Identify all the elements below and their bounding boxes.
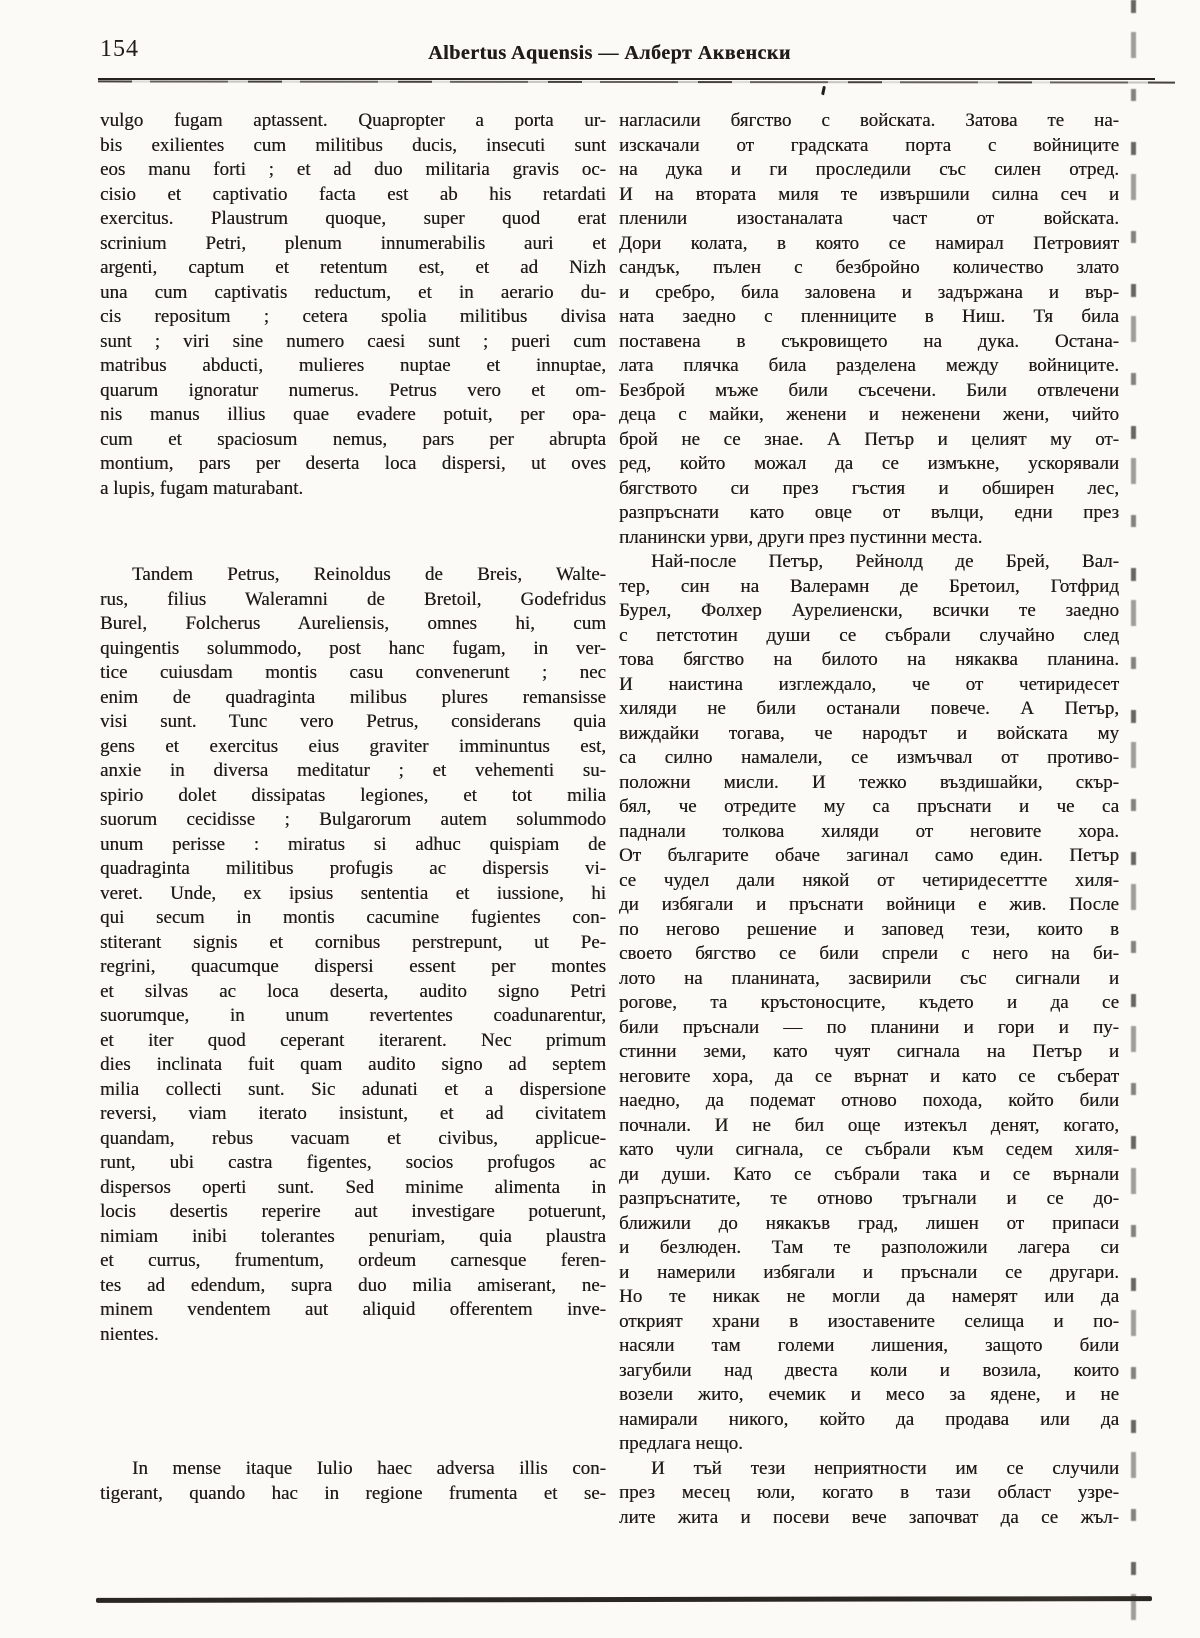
text-line: quingentis solummodo, post hanc fugam, in ver- — [100, 637, 606, 659]
text-line: una cum captivatis reductum, et in aerario du- — [100, 281, 606, 303]
text-line: qui secum in montis cacumine fugientes con- — [100, 907, 606, 928]
text-line: виждайки тогава, че народът и войската му — [619, 722, 1119, 744]
text-line: нагласили бягство с войската. Затова те на- — [619, 110, 1119, 131]
text-line: enim de quadraginta milibus plures remansisse — [100, 686, 606, 708]
text-line: dies inclinata fuit quam audito signo ad septem — [100, 1054, 606, 1075]
text-line: почнали. И не бил още изтекъл денят, когато, — [619, 1114, 1119, 1136]
paragraph — [100, 563, 606, 1347]
text-line: сандък, пълен с безбройно количество злато — [619, 257, 1119, 278]
text-line: montium, pars per deserta loca dispersi, ut oves — [100, 453, 606, 474]
text-line: планински урви, други през пустинни места. — [619, 526, 983, 548]
text-line: eos manu forti ; et ad duo militaria gravis oc- — [100, 159, 606, 180]
text-line: locis desertis reperire aut investigare potuerunt, — [100, 1201, 606, 1222]
text-line: положни мисли. И тежко въздишайки, скър- — [619, 771, 1119, 793]
text-line: Най-после Петър, Рейнолд де Брей, Вал- — [651, 551, 1119, 572]
text-line: били пръснали — по планини и гори и пу- — [619, 1016, 1119, 1038]
paragraph — [100, 1457, 606, 1506]
text-line: рогове, та кръстоносците, където и да се — [619, 992, 1119, 1013]
text-line: паднали толкова хиляди от неговите хора. — [619, 820, 1119, 842]
text-line: tigerant, quando hac in regione frumenta et se- — [100, 1482, 606, 1504]
text-line: et currus, frumentum, ordeum carnesque feren- — [100, 1250, 606, 1271]
right-margin-scan-artifact — [1131, 0, 1136, 1638]
text-line: rus, filius Waleramni de Bretoil, Godefridus — [100, 588, 606, 610]
text-line: поставена в съкровището на дука. Остана- — [619, 330, 1119, 352]
text-line: runt, ubi castra figentes, socios profugos ac — [100, 1152, 606, 1173]
text-line: изскачали от градската порта с войниците — [619, 134, 1119, 156]
text-line: exercitus. Plaustrum quoque, super quod erat — [100, 208, 606, 229]
text-line: с петстотин души се събрали случайно след — [619, 624, 1119, 646]
text-line: лите жита и посеви вече започват да се жъл- — [619, 1506, 1119, 1528]
text-line: bis exilientes cum militibus ducis, insecuti sunt — [100, 134, 606, 156]
text-line: nimiam inibi tolerantes penuriam, quia plaustra — [100, 1225, 606, 1247]
text-line: tice cuiusdam montis casu convenerunt ; nec — [100, 662, 606, 683]
text-line: a lupis, fugam maturabant. — [100, 477, 304, 499]
bottom-edge-rule — [96, 1596, 1152, 1603]
text-line: et iter quod ceperant iterarent. Nec primum — [100, 1029, 606, 1051]
text-line: et silvas ac loca deserta, audito signo Petri — [100, 980, 606, 1002]
text-line: Безброй мъже били съсечени. Били отвлечени — [619, 379, 1119, 401]
bulgarian-column — [619, 109, 1119, 1530]
text-line: Tandem Petrus, Reinoldus de Breis, Walte- — [132, 564, 606, 585]
text-line: насяли там големи лишения, защото били — [619, 1335, 1119, 1356]
text-line: своето бягство се били спрели с него на би- — [619, 943, 1119, 964]
text-line: matribus abducti, mulieres nuptae et innuptae, — [100, 355, 606, 376]
text-line: unum perisse : miratus si adhuc quispiam de — [100, 833, 606, 855]
text-line: sunt ; viri sine numero caesi sunt ; pueri cum — [100, 330, 606, 352]
text-line: ната заедно с пленниците в Ниш. Тя била — [619, 306, 1119, 327]
paragraph — [619, 109, 1119, 550]
text-line: argenti, captum et retentum est, et ad Nizh — [100, 257, 606, 278]
text-line: ред, който можал да се измъкне, ускорявали — [619, 453, 1119, 474]
text-line: quarum ignoratur numerus. Petrus vero et om- — [100, 379, 606, 401]
latin-column — [100, 109, 606, 1530]
text-line: Но те никак не могли да намерят или да — [619, 1286, 1119, 1307]
text-line: през месец юли, когато в тази област узре- — [619, 1482, 1119, 1503]
text-line: И наистина изглеждало, че от четиридесет — [619, 673, 1119, 695]
text-line: като чули сигнала, се събрали към седем хиля- — [619, 1139, 1119, 1160]
text-line: От българите обаче загинал само един. Петър — [619, 845, 1119, 866]
text-line: се чудел дали някой от четиридесеттте хиля- — [619, 869, 1119, 891]
text-line: vulgo fugam aptassent. Quapropter a porta ur- — [100, 110, 606, 131]
text-line: visi sunt. Tunc vero Petrus, considerans quia — [100, 711, 606, 732]
text-line: наедно, да подемат отново похода, който били — [619, 1090, 1119, 1111]
text-line: загубили над двеста коли и возила, които — [619, 1359, 1119, 1381]
text-line: milia collecti sunt. Sic adunati et a dispersione — [100, 1078, 606, 1100]
text-line: са силно намалели, се измъчвал от противо- — [619, 747, 1119, 768]
text-line: veret. Unde, ex ipsius sententia et iussione, hi — [100, 882, 606, 904]
text-line: cisio et captivatio facta est ab his retardati — [100, 183, 606, 205]
text-line: regrini, quacumque dispersi essent per montes — [100, 956, 606, 977]
text-line: лото на планината, засвирили със сигнали и — [619, 967, 1119, 989]
text-line: Burel, Folcherus Aureliensis, omnes hi, cum — [100, 613, 606, 634]
text-line: тер, син на Валерамн де Бретоил, Готфрид — [619, 575, 1119, 597]
text-line: cis repositum ; cetera spolia militibus divisa — [100, 306, 606, 327]
text-line: minem vendentem aut aliquid offerentem inve- — [100, 1299, 606, 1320]
text-line: лата плячка била разделена между войниците. — [619, 355, 1119, 376]
text-line: бял, че отредите му са пръснати и че са — [619, 796, 1119, 817]
text-line: това бягство на билото на някаква планина. — [619, 649, 1119, 670]
text-line: деца с майки, женени и неженени жени, чийто — [619, 404, 1119, 425]
text-line: бягството си през гъстия и обширен лес, — [619, 477, 1119, 499]
text-line: gens et exercitus eius graviter imminuntus est, — [100, 735, 606, 757]
text-line: предлага нещо. — [619, 1433, 743, 1454]
text-line: Бурел, Фолхер Аурелиенски, всички те заедно — [619, 600, 1119, 621]
text-line: намирали никого, който да продава или да — [619, 1408, 1119, 1430]
text-line: reversi, viam iterato insistunt, et ad civitatem — [100, 1103, 606, 1124]
text-line: suorum cecidisse ; Bulgarorum autem solummodo — [100, 809, 606, 830]
text-line: И на втората миля те извършили силна сеч и — [619, 183, 1119, 205]
text-line: и намерили избягали и пръснали се другари. — [619, 1261, 1119, 1283]
text-line: tes ad edendum, supra duo milia amiserant, ne- — [100, 1274, 606, 1296]
paragraph — [619, 550, 1119, 1457]
text-line: разпръснати като овце от вълци, едни през — [619, 502, 1119, 523]
text-line: anxie in diversa meditatur ; et vehementi su- — [100, 760, 606, 781]
text-line: quadraginta militibus profugis ac dispersis vi- — [100, 858, 606, 879]
text-line: хиляди не били останали повече. А Петър, — [619, 698, 1119, 719]
text-line: Дори колата, в която се намирал Петровият — [619, 232, 1119, 254]
text-line: suorumque, in unum revertentes coadunarentur, — [100, 1005, 606, 1026]
text-line: неговите хора, да се върнат и като се съберат — [619, 1065, 1119, 1087]
running-title: Albertus Aquensis — Алберт Аквенски — [428, 42, 791, 64]
text-line: stiterant signis et cornibus perstrepunt, ut Pe- — [100, 931, 606, 953]
text-line: ди избягали и пръснати войници е жив. После — [619, 894, 1119, 915]
text-line: scrinium Petri, plenum innumerabilis auri et — [100, 232, 606, 254]
text-columns — [0, 109, 1200, 1530]
text-line: разпръснатите, те отново тръгнали и се до- — [619, 1188, 1119, 1209]
text-line: и сребро, била заловена и задържана и вър- — [619, 281, 1119, 303]
text-line: quandam, rebus vacuam et civibus, applicue- — [100, 1127, 606, 1149]
text-line: открият храни в изоставените селища и по- — [619, 1310, 1119, 1332]
text-line: по негово решение и заповед тези, които в — [619, 918, 1119, 940]
text-line: nientes. — [100, 1323, 159, 1345]
text-line: возели жито, ечемик и месо за ядене, и не — [619, 1384, 1119, 1405]
text-line: стинни земи, като чуят сигнала на Петър и — [619, 1041, 1119, 1062]
header-rule — [98, 78, 1155, 83]
text-line: и безлюден. Там те разположили лагера си — [619, 1237, 1119, 1258]
text-line: брой не се знае. А Петър и целият му от- — [619, 428, 1119, 450]
text-line: пленили изостаналата част от войската. — [619, 208, 1119, 229]
text-line: In mense itaque Iulio haec adversa illis con- — [132, 1458, 606, 1479]
page-number: 154 — [100, 36, 139, 62]
paragraph — [100, 109, 606, 501]
ink-speck — [821, 86, 826, 95]
text-line: на дука и ги проследили със силен отред. — [619, 159, 1119, 180]
text-line: cum et spaciosum nemus, pars per abrupta — [100, 428, 606, 450]
text-line: dispersos operti sunt. Sed minime alimenta in — [100, 1176, 606, 1198]
text-line: И тъй тези неприятности им се случили — [651, 1457, 1119, 1479]
page-header — [0, 0, 1200, 72]
text-line: ди души. Като се събрали така и се върнали — [619, 1163, 1119, 1185]
text-line: nis manus illius quae evadere potuit, per opa- — [100, 404, 606, 425]
text-line: ближили до някакъв град, лишен от припаси — [619, 1212, 1119, 1234]
paragraph — [619, 1457, 1119, 1531]
text-line: spirio dolet dissipatas legiones, et tot milia — [100, 784, 606, 806]
